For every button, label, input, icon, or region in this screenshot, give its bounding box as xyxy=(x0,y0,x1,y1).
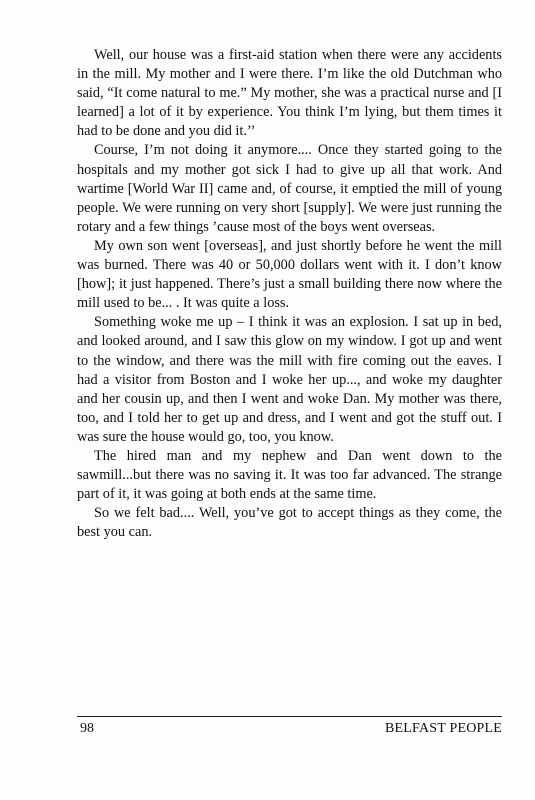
paragraph: Well, our house was a first-aid station when there were any accidents in the mill. My mother and I were there. I’m like the old Dutchman who said, “It come natural to me.” My mother, she was a practical nurse and [I learned] a lot of it by experience. You think I’m lying, but them times it had to be done and you did it.’’ xyxy=(77,47,502,140)
running-head: BELFAST PEOPLE xyxy=(384,721,502,736)
page-number: 98 xyxy=(80,721,94,736)
paragraph: So we felt bad.... Well, you’ve got to accept things as they come, the best you can. xyxy=(77,505,502,541)
footer-rule xyxy=(77,716,502,717)
paragraph: Course, I’m not doing it anymore.... Once they started going to the hospitals and my mother got sick I had to give up all that work. And wartime [World War II] came and, of course, it emptied the mill of young people. We were running on very short [supply]. We were just running the rotary and a few things ’cause most of the boys went overseas. xyxy=(77,142,502,235)
body-text xyxy=(77,46,502,542)
paragraph: The hired man and my nephew and Dan went down to the sawmill...but there was no saving it. It was too far advanced. The strange part of it, it was going at both ends at the same time. xyxy=(77,447,502,503)
paragraph: Something woke me up – I think it was an explosion. I sat up in bed, and looked around, and I saw this glow on my window. I got up and went to the window, and there was the mill with fire coming out the eaves. I had a visitor from Boston and I woke her up..., and woke my daughter and her cousin up, and then I went and woke Dan. My mother was there, too, and I told her to get up and dress, and I went and got the stuff out. I was sure the house would go, too, you know. xyxy=(77,314,502,445)
paragraph: My own son went [overseas], and just shortly before he went the mill was burned. There was 40 or 50,000 dollars went with it. I don’t know [how]; it just happened. There’s just a small building there now where the mill used to be... . It was quite a loss. xyxy=(77,237,502,312)
